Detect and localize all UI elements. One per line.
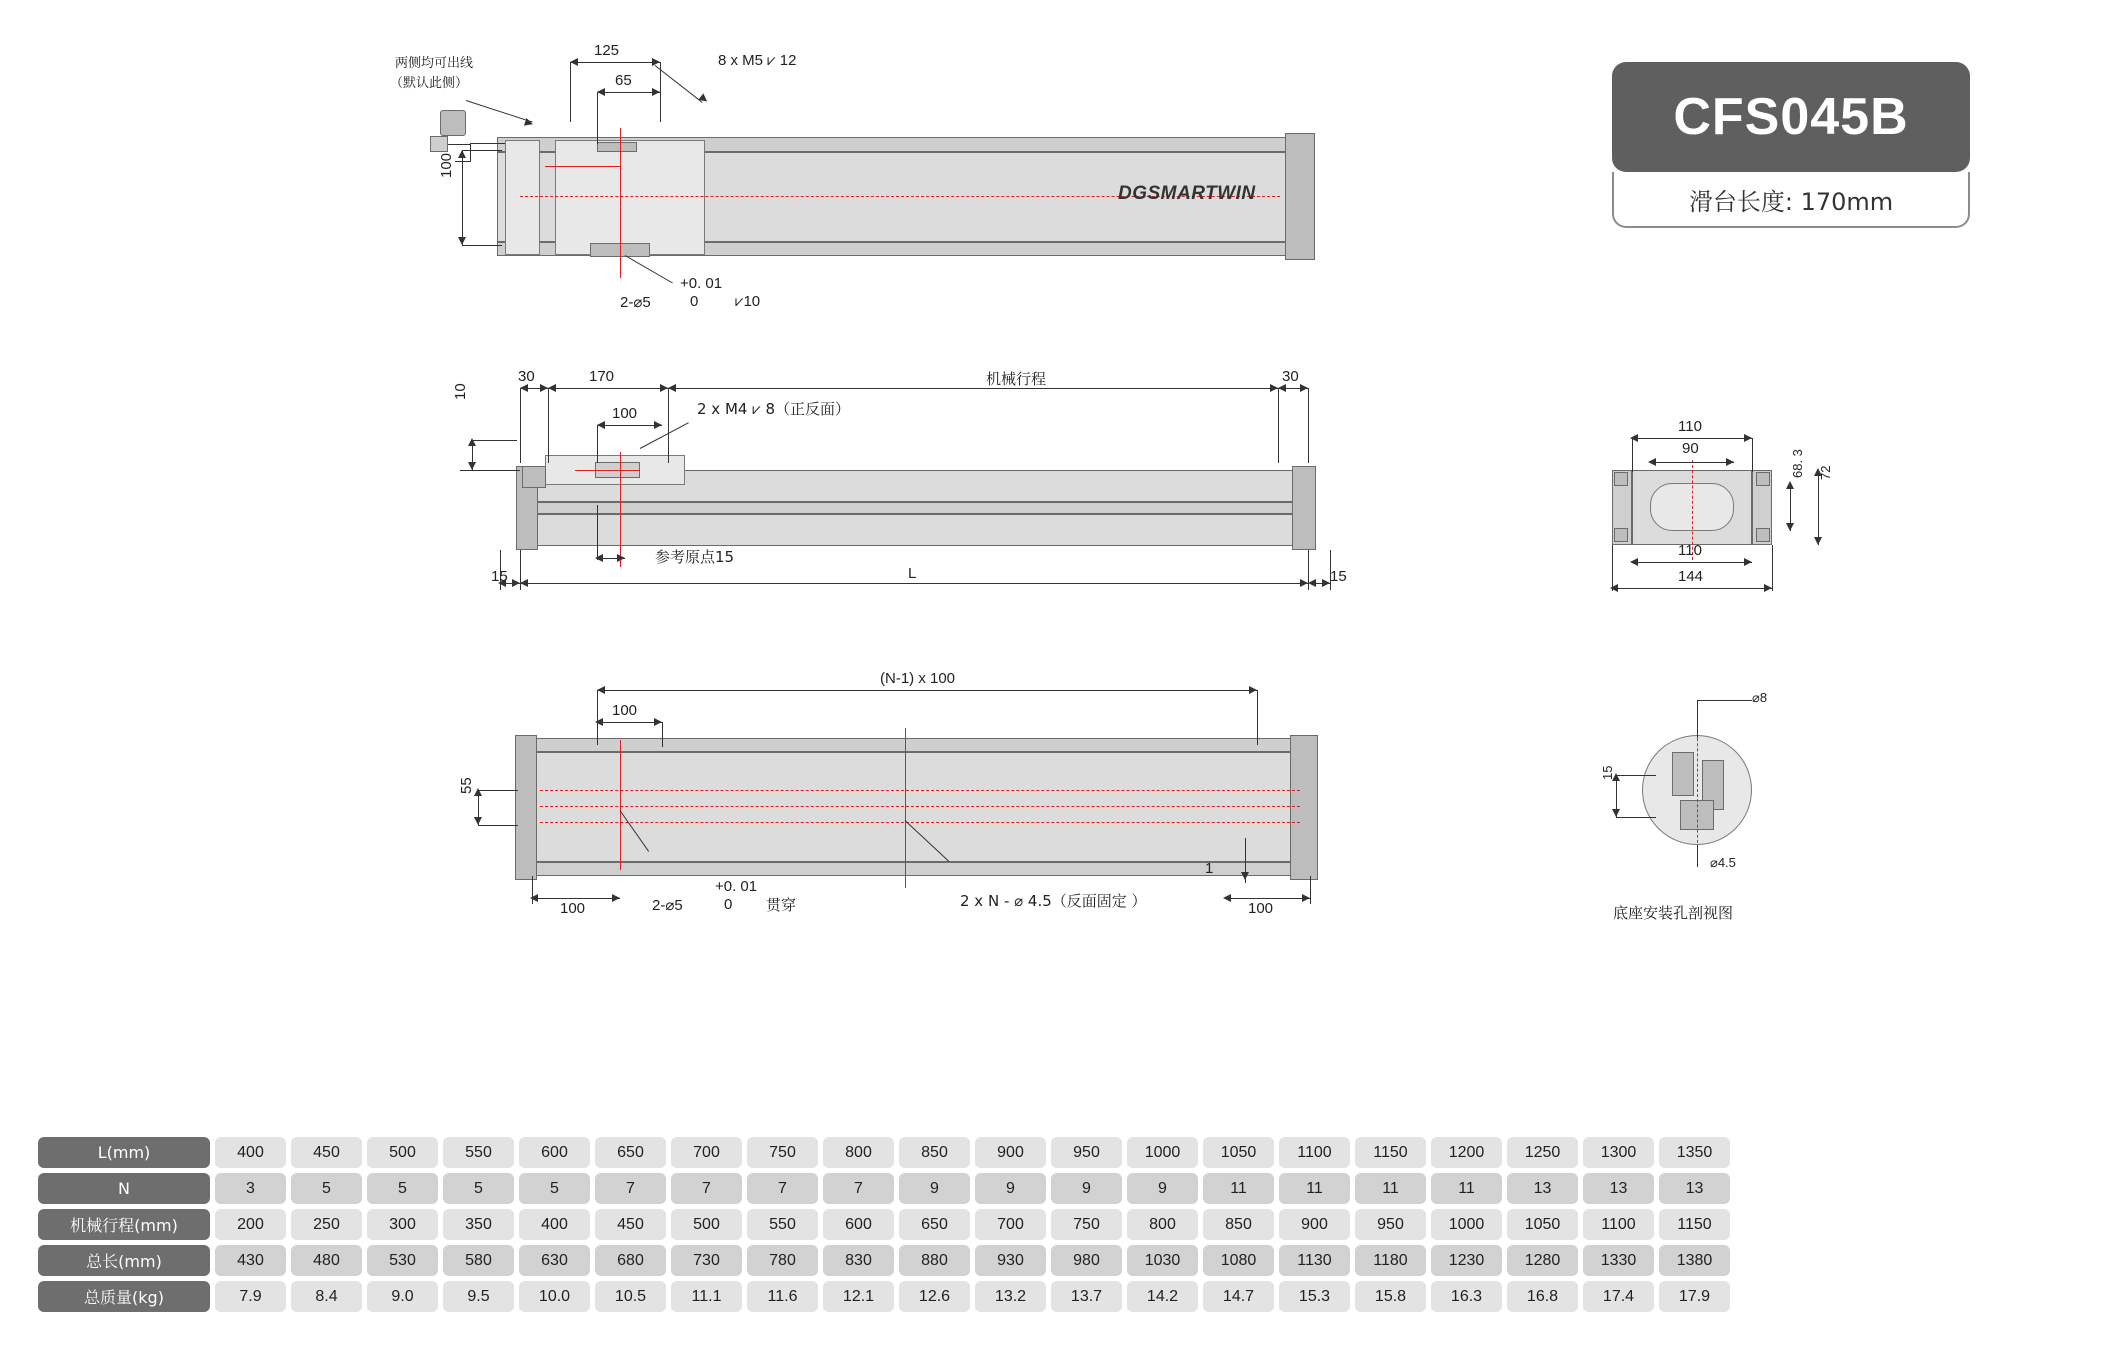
cell: 7 [671, 1173, 742, 1204]
cell: 1100 [1279, 1137, 1350, 1168]
bottom-view-end-cap-right [1290, 735, 1318, 880]
note-pin-label: 2-⌀5 [620, 294, 651, 311]
top-view-carriage [555, 140, 705, 255]
cell: 13 [1583, 1173, 1654, 1204]
dim-110b-arrow-r [1744, 558, 1752, 566]
cell: 11.6 [747, 1281, 818, 1312]
cell: 600 [823, 1209, 894, 1240]
dim-bv-100t-line [597, 722, 662, 723]
dim-170-label: 170 [589, 368, 615, 385]
dim-n1-line [597, 690, 1257, 691]
cell: 530 [367, 1245, 438, 1276]
cell: 1000 [1431, 1209, 1502, 1240]
dim-683-arrow-d [1786, 523, 1794, 531]
cell: 600 [519, 1137, 590, 1168]
dim-bv-100t-arrow-r [654, 718, 662, 726]
dim-side-30l-label: 30 [518, 368, 535, 385]
cell: 9 [1127, 1173, 1198, 1204]
dim-n1-ext-r [1257, 690, 1258, 745]
dim-stroke-label: 机械行程 [986, 370, 1047, 388]
table-row [38, 1173, 1735, 1204]
bottom-view-centerline-1 [540, 790, 1300, 791]
dim-bv-100r-label: 100 [1248, 900, 1274, 917]
cell: 400 [519, 1209, 590, 1240]
cell: 730 [671, 1245, 742, 1276]
dim-bv-100t-ext-r [662, 722, 663, 747]
cell: 16.3 [1431, 1281, 1502, 1312]
dim-15l-arrow-r [512, 579, 520, 587]
dim-55-ext-b [478, 825, 518, 826]
cell: 17.4 [1583, 1281, 1654, 1312]
cell: 9.5 [443, 1281, 514, 1312]
dim-15r-arrow-r [1322, 579, 1330, 587]
note-m4-label: 2 x M4 ⩗ 8（正反面） [697, 400, 850, 418]
row-header-mass: 总质量(kg) [38, 1281, 210, 1312]
dim-side-100-arrow-r [654, 421, 662, 429]
cell: 250 [291, 1209, 362, 1240]
dim-110t-label: 110 [1678, 418, 1702, 435]
dim-100-line [462, 150, 463, 245]
side-view-centerline-h [575, 470, 640, 471]
cell: 1250 [1507, 1137, 1578, 1168]
cell: 11 [1355, 1173, 1426, 1204]
cell: 1080 [1203, 1245, 1274, 1276]
dim-170-arrow-r [660, 384, 668, 392]
top-view-cable-seg [455, 161, 471, 162]
cell: 13 [1659, 1173, 1730, 1204]
cell: 800 [1127, 1209, 1198, 1240]
dim-10-arrow-d [468, 462, 476, 470]
dim-110t-line [1632, 438, 1752, 439]
dim-d45-ext [1697, 845, 1698, 867]
note-bv-pin-label: 2-⌀5 [652, 897, 683, 914]
cell: 14.2 [1127, 1281, 1198, 1312]
dim-side-30r-label: 30 [1282, 368, 1299, 385]
dim-side-30r-arrow-l [1278, 384, 1286, 392]
label-cable-note-2: （默认此侧） [390, 76, 469, 91]
cell: 9.0 [367, 1281, 438, 1312]
dim-110t-arrow-r [1744, 434, 1752, 442]
cell: 7 [823, 1173, 894, 1204]
cell: 980 [1051, 1245, 1122, 1276]
table-row [38, 1209, 1735, 1240]
cell: 1200 [1431, 1137, 1502, 1168]
dim-det15-ext-b [1616, 817, 1656, 818]
dim-72-line [1818, 470, 1819, 545]
cell: 480 [291, 1245, 362, 1276]
dim-144-label: 144 [1678, 568, 1704, 585]
cell: 10.0 [519, 1281, 590, 1312]
cell: 1380 [1659, 1245, 1730, 1276]
dim-100-ext-t [462, 150, 502, 151]
dim-bv-100l-line [532, 898, 620, 899]
cell: 11.1 [671, 1281, 742, 1312]
note-pin-zero: 0 [690, 293, 699, 310]
dim-110t-ext-r [1752, 438, 1753, 472]
cell: 11 [1279, 1173, 1350, 1204]
bottom-view-top-strip [515, 738, 1315, 752]
dim-origin-label: 参考原点15 [655, 548, 735, 566]
cell: 500 [671, 1209, 742, 1240]
note-holes-label: 2 x N - ⌀ 4.5（反面固定 ） [960, 892, 1147, 910]
cell: 11 [1203, 1173, 1274, 1204]
dim-bv-100t-arrow-l [595, 718, 603, 726]
top-view-cable-arrow-line [466, 100, 533, 123]
cell: 13.7 [1051, 1281, 1122, 1312]
dim-125-label: 125 [594, 42, 620, 59]
table-row [38, 1281, 1735, 1312]
dim-bv-100l-ext-l [532, 876, 533, 904]
cell: 700 [671, 1137, 742, 1168]
dim-144-arrow-r [1764, 584, 1772, 592]
cell: 750 [1051, 1209, 1122, 1240]
top-view-cable-lead [470, 143, 505, 144]
cell: 1000 [1127, 1137, 1198, 1168]
dim-side-30r-arrow-r [1300, 384, 1308, 392]
cell: 7 [595, 1173, 666, 1204]
dim-d8-ext [1697, 700, 1698, 738]
dim-side-30r-ext-l [1278, 388, 1279, 463]
cell: 550 [443, 1137, 514, 1168]
dim-65-arrow-r [652, 88, 660, 96]
dim-110b-label: 110 [1678, 542, 1702, 559]
cell: 780 [747, 1245, 818, 1276]
dim-72-arrow-d [1814, 537, 1822, 545]
table-row [38, 1137, 1735, 1168]
dim-170-line [548, 388, 668, 389]
dim-bv-100t-label: 100 [612, 702, 638, 719]
cell: 5 [291, 1173, 362, 1204]
dim-65-arrow-l [597, 88, 605, 96]
dim-125-ext-l [570, 62, 571, 122]
dim-side-100-ext-l [597, 425, 598, 463]
cell: 850 [1203, 1209, 1274, 1240]
dim-L-line [520, 583, 1308, 584]
dim-det15-ext-t [1616, 775, 1656, 776]
cell: 950 [1355, 1209, 1426, 1240]
cell: 14.7 [1203, 1281, 1274, 1312]
dim-side-100-line [597, 425, 662, 426]
note-bv-through: 贯穿 [766, 896, 797, 914]
cell: 750 [747, 1137, 818, 1168]
top-view-centerline-mark [545, 166, 620, 167]
detail-view-hatch-a [1672, 752, 1694, 796]
cell: 9 [1051, 1173, 1122, 1204]
top-view-end-cap-right [1285, 133, 1315, 260]
side-view-carriage-block [522, 466, 546, 488]
cell: 1300 [1583, 1137, 1654, 1168]
dim-100-label: 100 [438, 152, 455, 178]
cell: 7.9 [215, 1281, 286, 1312]
side-view-cable-line [460, 470, 520, 471]
note-pin-leader [625, 255, 673, 283]
model-name: CFS045B [1673, 88, 1909, 146]
dim-side-30r-ext-r [1308, 388, 1309, 463]
cell: 500 [367, 1137, 438, 1168]
table-row [38, 1245, 1735, 1276]
dim-d8-leader [1697, 700, 1752, 701]
cell: 1330 [1583, 1245, 1654, 1276]
cell: 650 [595, 1137, 666, 1168]
dim-n1-label: (N-1) x 100 [880, 670, 956, 687]
cell: 5 [443, 1173, 514, 1204]
cell: 15.3 [1279, 1281, 1350, 1312]
note-m5-arrowhead [698, 93, 709, 104]
cell: 1130 [1279, 1245, 1350, 1276]
cell: 9 [975, 1173, 1046, 1204]
cell: 1150 [1355, 1137, 1426, 1168]
dim-1-arrow [1241, 872, 1249, 880]
cell: 450 [595, 1209, 666, 1240]
model-subtitle: 滑台长度: 170mm [1612, 172, 1970, 228]
cell: 450 [291, 1137, 362, 1168]
section-view-corner-bl [1614, 528, 1628, 542]
dim-100-ext-b [462, 245, 502, 246]
dim-L-arrow-l [520, 579, 528, 587]
cell: 1180 [1355, 1245, 1426, 1276]
dim-65-ext-l [597, 92, 598, 144]
cell: 1350 [1659, 1137, 1730, 1168]
model-badge [1612, 62, 1970, 172]
cell: 800 [823, 1137, 894, 1168]
dim-170-arrow-l [548, 384, 556, 392]
cell: 630 [519, 1245, 590, 1276]
cell: 3 [215, 1173, 286, 1204]
dim-bv-100r-ext-r [1310, 876, 1311, 904]
cell: 17.9 [1659, 1281, 1730, 1312]
dim-bv-100l-arrow-r [612, 894, 620, 902]
dim-L-label: L [908, 565, 917, 582]
cell: 430 [215, 1245, 286, 1276]
dim-55-arrow-d [474, 817, 482, 825]
top-view-cable-arrowhead [524, 118, 534, 128]
dim-110b-line [1632, 562, 1752, 563]
dim-110t-ext-l [1632, 438, 1633, 472]
note-m5-label: 8 x M5 ⩗ 12 [718, 52, 797, 69]
dim-110b-arrow-l [1630, 558, 1638, 566]
dim-144-ext-l [1612, 545, 1613, 591]
cell: 13.2 [975, 1281, 1046, 1312]
row-header-total-length: 总长(mm) [38, 1245, 210, 1276]
cell: 850 [899, 1137, 970, 1168]
cell: 930 [975, 1245, 1046, 1276]
dim-side-100-arrow-l [597, 421, 605, 429]
cell: 13 [1507, 1173, 1578, 1204]
dim-170-ext-r [668, 388, 669, 463]
cell: 9 [899, 1173, 970, 1204]
dim-72-label: 72 [1818, 465, 1833, 480]
cell: 1030 [1127, 1245, 1198, 1276]
brand-logo: DGSMARTWIN [1118, 183, 1256, 204]
dim-10-label: 10 [452, 383, 469, 400]
cell: 1050 [1507, 1209, 1578, 1240]
dim-bv-100l-label: 100 [560, 900, 586, 917]
dim-683-label: 68. 3 [1790, 449, 1805, 478]
dim-side-30l-arrow-l [520, 384, 528, 392]
top-view-cable-bend [470, 143, 471, 161]
dim-stroke-line [668, 388, 1278, 389]
top-view-centerline-v [620, 128, 621, 278]
top-view-connector-plug [430, 136, 448, 152]
top-view-carriage-plate-top [597, 142, 637, 152]
dim-side-30l-arrow-r [540, 384, 548, 392]
dim-100-arrow-d [458, 237, 466, 245]
note-pin-tol: +0. 01 [680, 275, 723, 292]
cell: 10.5 [595, 1281, 666, 1312]
cell: 580 [443, 1245, 514, 1276]
cell: 900 [975, 1137, 1046, 1168]
cell: 7 [747, 1173, 818, 1204]
dim-170-ext-l [548, 388, 549, 463]
side-view-end-cap-right [1292, 466, 1316, 550]
section-view-corner-br [1756, 528, 1770, 542]
bottom-view-bottom-strip [515, 862, 1315, 876]
section-view-corner-tl [1614, 472, 1628, 486]
note-m4-leader [640, 422, 689, 449]
note-bv-pin-zero: 0 [724, 896, 733, 913]
cell: 5 [519, 1173, 590, 1204]
side-view-mid-strip [520, 502, 1310, 514]
dim-d8-label: ⌀8 [1752, 690, 1768, 705]
dim-125-arrow-l [570, 58, 578, 66]
dim-L-ext-l [520, 550, 521, 590]
dim-origin-arrow-r [617, 554, 625, 562]
cell: 830 [823, 1245, 894, 1276]
cell: 11 [1431, 1173, 1502, 1204]
cell: 1280 [1507, 1245, 1578, 1276]
detail-view-caption: 底座安装孔剖视图 [1613, 904, 1734, 922]
dim-15r-label: 15 [1330, 568, 1347, 585]
cell: 1050 [1203, 1137, 1274, 1168]
dim-det15-arrow-d [1612, 809, 1620, 817]
cell: 650 [899, 1209, 970, 1240]
dim-L-arrow-r [1300, 579, 1308, 587]
bottom-view-centerline-v1 [620, 740, 621, 870]
bottom-view-centerline-v2 [905, 728, 906, 888]
dim-90-line [1650, 462, 1734, 463]
bottom-view-centerline-2 [540, 806, 1300, 807]
dim-90-label: 90 [1682, 440, 1699, 457]
label-cable-note-1: 两侧均可出线 [395, 56, 474, 71]
dim-144-ext-r [1772, 545, 1773, 591]
cell: 8.4 [291, 1281, 362, 1312]
dim-55-ext-t [478, 790, 518, 791]
dim-65-label: 65 [615, 72, 632, 89]
cell: 550 [747, 1209, 818, 1240]
dim-15l-label: 15 [491, 568, 508, 585]
dim-55-label: 55 [458, 777, 475, 794]
cell: 15.8 [1355, 1281, 1426, 1312]
dim-10-ext-t [472, 440, 517, 441]
cell: 400 [215, 1137, 286, 1168]
note-bv-pin-tol: +0. 01 [715, 878, 758, 895]
dim-d45-label: ⌀4.5 [1710, 855, 1736, 870]
note-m5-leader [655, 65, 703, 103]
detail-view-centerline [1697, 728, 1698, 853]
dim-90-arrow-r [1726, 458, 1734, 466]
cell: 700 [975, 1209, 1046, 1240]
dim-144-line [1612, 588, 1772, 589]
dim-100-arrow-u [458, 150, 466, 158]
row-header-stroke: 机械行程(mm) [38, 1209, 210, 1240]
dim-15r-arrow-l [1308, 579, 1316, 587]
spec-table [38, 1137, 1735, 1317]
dim-90-arrow-l [1648, 458, 1656, 466]
bottom-view-end-cap-left [515, 735, 537, 880]
dim-683-arrow-u [1786, 481, 1794, 489]
bottom-view-centerline-3 [540, 822, 1300, 823]
cell: 680 [595, 1245, 666, 1276]
note-pin-depth: ⩗10 [735, 293, 761, 310]
dim-stroke-arrow-r [1270, 384, 1278, 392]
dim-side-100-label: 100 [612, 405, 638, 422]
cell: 880 [899, 1245, 970, 1276]
cell: 1150 [1659, 1209, 1730, 1240]
cell: 300 [367, 1209, 438, 1240]
cell: 350 [443, 1209, 514, 1240]
dim-1-label: 1 [1205, 860, 1214, 877]
bottom-view-body [515, 752, 1315, 862]
dim-65-line [597, 92, 660, 93]
row-header-L: L(mm) [38, 1137, 210, 1168]
top-view-connector-body [440, 110, 466, 136]
cell: 1100 [1583, 1209, 1654, 1240]
cell: 5 [367, 1173, 438, 1204]
cell: 12.6 [899, 1281, 970, 1312]
dim-origin-ext [597, 505, 598, 560]
top-view-connector-lead [448, 144, 470, 145]
dim-n1-arrow-r [1249, 686, 1257, 694]
top-view-end-cap-left [505, 140, 540, 255]
cell: 12.1 [823, 1281, 894, 1312]
section-view-corner-tr [1756, 472, 1770, 486]
cell: 200 [215, 1209, 286, 1240]
cell: 16.8 [1507, 1281, 1578, 1312]
side-view-lower-body [520, 514, 1310, 546]
dim-side-30l-ext [520, 388, 521, 463]
dim-bv-100r-arrow-r [1302, 894, 1310, 902]
dim-stroke-arrow-l [668, 384, 676, 392]
row-header-N: N [38, 1173, 210, 1204]
dim-125-line [570, 62, 660, 63]
cell: 1230 [1431, 1245, 1502, 1276]
dim-det15-label: 15 [1600, 765, 1615, 780]
dim-n1-arrow-l [597, 686, 605, 694]
dim-bv-100r-arrow-l [1223, 894, 1231, 902]
cell: 900 [1279, 1209, 1350, 1240]
cell: 950 [1051, 1137, 1122, 1168]
dim-bv-100r-line [1225, 898, 1310, 899]
